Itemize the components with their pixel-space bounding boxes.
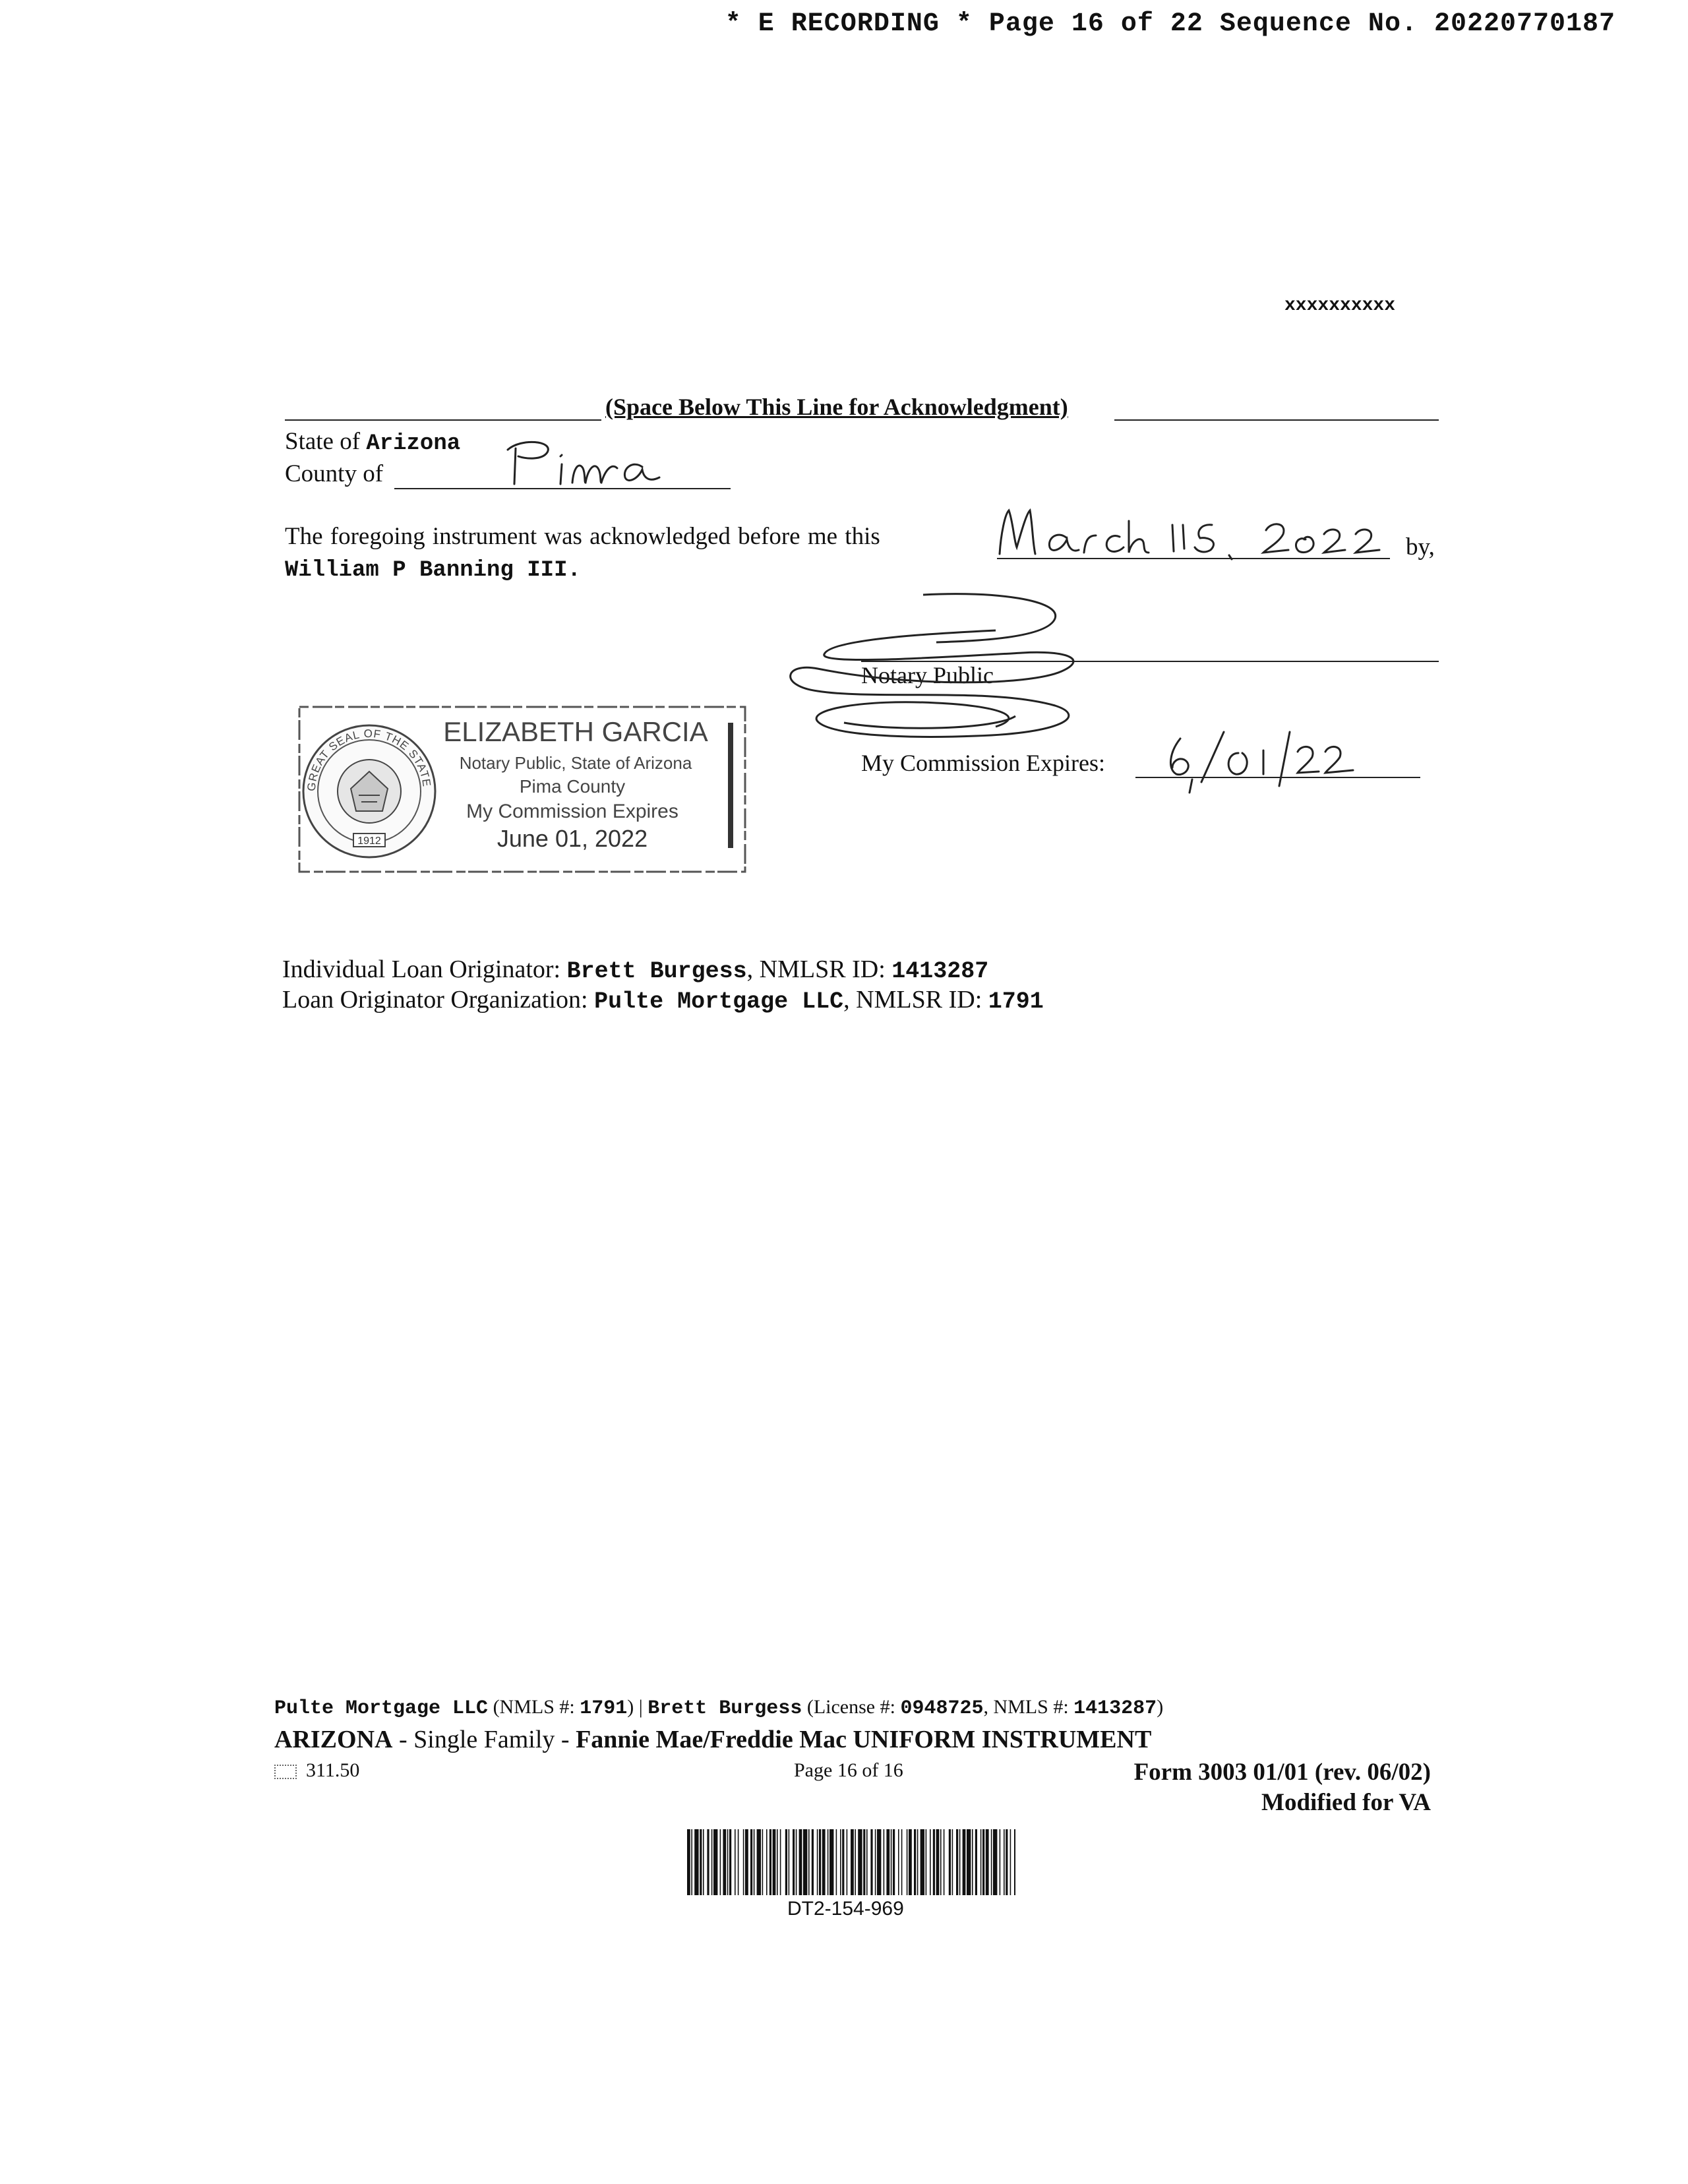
barcode-bar — [847, 1829, 848, 1895]
barcode-bar — [694, 1829, 698, 1895]
barcode-bar — [991, 1829, 992, 1895]
footer-state: ARIZONA — [274, 1726, 393, 1753]
barcode-bar — [952, 1829, 953, 1895]
barcode-bar — [745, 1829, 748, 1895]
footer-lender-close: ) — [627, 1696, 634, 1718]
footer-title-mid: - Single Family - — [392, 1726, 576, 1753]
barcode-bar — [986, 1829, 989, 1895]
barcode-bar — [817, 1829, 818, 1895]
seal-text: GREAT SEAL OF THE STATE — [305, 727, 433, 792]
barcode-bar — [842, 1829, 844, 1895]
barcode-bar — [855, 1829, 856, 1895]
barcode-bar — [907, 1829, 908, 1895]
barcode-bar — [793, 1829, 795, 1895]
barcode-bar — [691, 1829, 692, 1895]
state-row — [285, 427, 460, 456]
barcode-bar — [727, 1829, 729, 1895]
barcode-bar — [829, 1829, 833, 1895]
recording-header: * E RECORDING * Page 16 of 22 Sequence No. 20220770187 — [725, 9, 1615, 39]
barcode-bar — [822, 1829, 826, 1895]
barcode-bar — [700, 1829, 702, 1895]
barcode-bar — [773, 1829, 776, 1895]
barcode-bar — [858, 1829, 862, 1895]
barcode-bar — [754, 1829, 755, 1895]
barcode-bar — [828, 1829, 829, 1895]
barcode-bar — [687, 1829, 690, 1895]
barcode-bar — [762, 1829, 764, 1895]
footer-code-row — [274, 1759, 359, 1782]
barcode-bar — [893, 1829, 895, 1895]
organization-originator-name: Pulte Mortgage LLC — [594, 988, 844, 1015]
footer-title-rest: Fannie Mae/Freddie Mac UNIFORM INSTRUMENT — [576, 1726, 1152, 1753]
barcode-bar — [963, 1829, 966, 1895]
footer-close: ) — [1157, 1696, 1164, 1718]
barcode-bar — [836, 1829, 837, 1895]
barcode-bar — [789, 1829, 790, 1895]
barcode-bar — [944, 1829, 945, 1895]
commission-label: My Commission Expires: — [861, 750, 1106, 776]
barcode-bar — [707, 1829, 709, 1895]
state-value: Arizona — [366, 431, 461, 456]
footer-nmls: 1413287 — [1073, 1697, 1157, 1720]
barcode-bar — [703, 1829, 704, 1895]
barcode-bar — [1000, 1829, 1001, 1895]
notary-stamp — [295, 703, 757, 884]
barcode-bar — [738, 1829, 739, 1895]
barcode-bar — [877, 1829, 881, 1895]
acknowledgment-heading: (Space Below This Line for Acknowledgment) — [605, 394, 1068, 420]
barcode-bar — [780, 1829, 781, 1895]
barcode-bar — [720, 1829, 721, 1895]
footer-lender-nmls-label: (NMLS #: — [488, 1696, 580, 1718]
signer-period: . — [567, 558, 581, 583]
county-label: County of — [285, 460, 384, 487]
barcode-bar — [766, 1829, 768, 1895]
barcode-bar — [808, 1829, 810, 1895]
barcode-bar — [972, 1829, 973, 1895]
barcode-bar — [799, 1829, 802, 1895]
footer-license: 0948725 — [900, 1697, 984, 1720]
barcode-bar — [1004, 1829, 1005, 1895]
county-handwritten — [501, 431, 673, 494]
barcode-bar — [901, 1829, 903, 1895]
organization-originator — [282, 985, 1044, 1015]
barcode-bar — [812, 1829, 814, 1895]
county-handwriting-drawing — [501, 431, 673, 491]
commission-handwriting-drawing — [1160, 719, 1372, 798]
notary-signature — [778, 587, 1134, 762]
notary-signature-drawing — [778, 587, 1134, 758]
barcode-bar — [886, 1829, 889, 1895]
barcode-bar — [898, 1829, 899, 1895]
barcode-bar — [866, 1829, 868, 1895]
barcode-bar — [777, 1829, 778, 1895]
barcode-bar — [851, 1829, 854, 1895]
barcode-bar — [975, 1829, 977, 1895]
signer-name-row — [285, 558, 581, 583]
stamp-title: Notary Public, State of Arizona — [459, 753, 692, 773]
barcode-bar — [914, 1829, 916, 1895]
barcode-bar — [884, 1829, 885, 1895]
barcode-bar — [743, 1829, 744, 1895]
acknowledgment-sentence: The foregoing instrument was acknowledged before me this — [285, 523, 880, 550]
barcode-bar — [863, 1829, 865, 1895]
organization-originator-label: Loan Originator Organization: — [282, 986, 588, 1014]
barcode-bar — [982, 1829, 984, 1895]
commission-handwritten — [1160, 719, 1372, 801]
organization-originator-sep: , NMLSR ID: — [843, 986, 982, 1014]
barcode-bar — [796, 1829, 797, 1895]
barcode-bar — [967, 1829, 971, 1895]
county-row — [285, 460, 383, 488]
ack-date-handwritten — [994, 501, 1403, 564]
barcode-bar — [713, 1829, 717, 1895]
barcode-bar — [840, 1829, 841, 1895]
barcode-bar — [750, 1829, 752, 1895]
individual-originator-sep: , NMLSR ID: — [746, 956, 886, 983]
barcode-bar — [757, 1829, 761, 1895]
barcode-bar — [959, 1829, 961, 1895]
barcode-bar — [909, 1829, 912, 1895]
footer-code: 311.50 — [306, 1759, 360, 1781]
barcode-bar — [949, 1829, 951, 1895]
organization-originator-id: 1791 — [988, 988, 1044, 1015]
barcode-bar — [1014, 1829, 1015, 1895]
footer-lender-name: Pulte Mortgage LLC — [274, 1697, 489, 1720]
individual-originator-label: Individual Loan Originator: — [282, 956, 561, 983]
barcode-bar — [870, 1829, 872, 1895]
footer-broker: Brett Burgess — [648, 1697, 802, 1720]
stamp-expires-label: My Commission Expires — [466, 801, 678, 822]
barcode-bar — [875, 1829, 876, 1895]
barcode-text: DT2-154-969 — [787, 1898, 904, 1920]
barcode-bar — [891, 1829, 892, 1895]
acknowledgment-by: by, — [1406, 533, 1435, 561]
individual-originator-id: 1413287 — [891, 958, 989, 985]
barcode-bar — [735, 1829, 736, 1895]
barcode-bar — [1006, 1829, 1008, 1895]
signer-name: William P Banning III — [285, 558, 568, 583]
barcode-bar — [930, 1829, 931, 1895]
barcode-bar — [917, 1829, 919, 1895]
barcode-bar — [956, 1829, 958, 1895]
barcode-bar — [980, 1829, 982, 1895]
individual-originator — [282, 955, 988, 985]
barcode-bar — [723, 1829, 726, 1895]
barcode-bar — [819, 1829, 821, 1895]
footer-modified: Modified for VA — [1261, 1789, 1431, 1816]
barcode-bar — [769, 1829, 771, 1895]
footer-page-number: Page 16 of 16 — [794, 1759, 903, 1781]
barcode-bar — [933, 1829, 935, 1895]
notary-public-label: Notary Public — [861, 662, 994, 688]
state-label: State of — [285, 428, 361, 455]
stamp-county: Pima County — [519, 776, 626, 797]
seal-year: 1912 — [357, 835, 381, 847]
barcode-bar — [920, 1829, 924, 1895]
redaction-marks: xxxxxxxxxx — [1284, 295, 1396, 316]
barcode-bar — [1010, 1829, 1011, 1895]
footer-license-label: (License #: — [802, 1696, 901, 1718]
stamp-name: ELIZABETH GARCIA — [443, 716, 708, 747]
footer-lender-nmls: 1791 — [580, 1697, 628, 1720]
individual-originator-name: Brett Burgess — [566, 958, 747, 985]
form-code-icon — [274, 1765, 297, 1779]
barcode-bar — [711, 1829, 713, 1895]
footer-lender-line — [274, 1696, 1163, 1720]
footer-separator: | — [634, 1696, 648, 1718]
ack-divider-left — [285, 419, 601, 421]
barcode-bar — [926, 1829, 927, 1895]
stamp-expires-date: June 01, 2022 — [497, 825, 648, 852]
barcode-bar — [993, 1829, 997, 1895]
barcode-bar — [940, 1829, 942, 1895]
barcode — [687, 1829, 1015, 1895]
barcode-bar — [785, 1829, 787, 1895]
footer-title — [274, 1725, 1151, 1754]
barcode-bar — [729, 1829, 731, 1895]
ack-date-handwriting-drawing — [994, 501, 1403, 561]
notary-stamp-drawing — [295, 703, 757, 881]
barcode-bar — [936, 1829, 940, 1895]
ack-divider-right — [1114, 419, 1439, 421]
barcode-bar — [803, 1829, 807, 1895]
footer-form-number: Form 3003 01/01 (rev. 06/02) — [1133, 1759, 1431, 1786]
footer-nmls-label: , NMLS #: — [983, 1696, 1074, 1718]
